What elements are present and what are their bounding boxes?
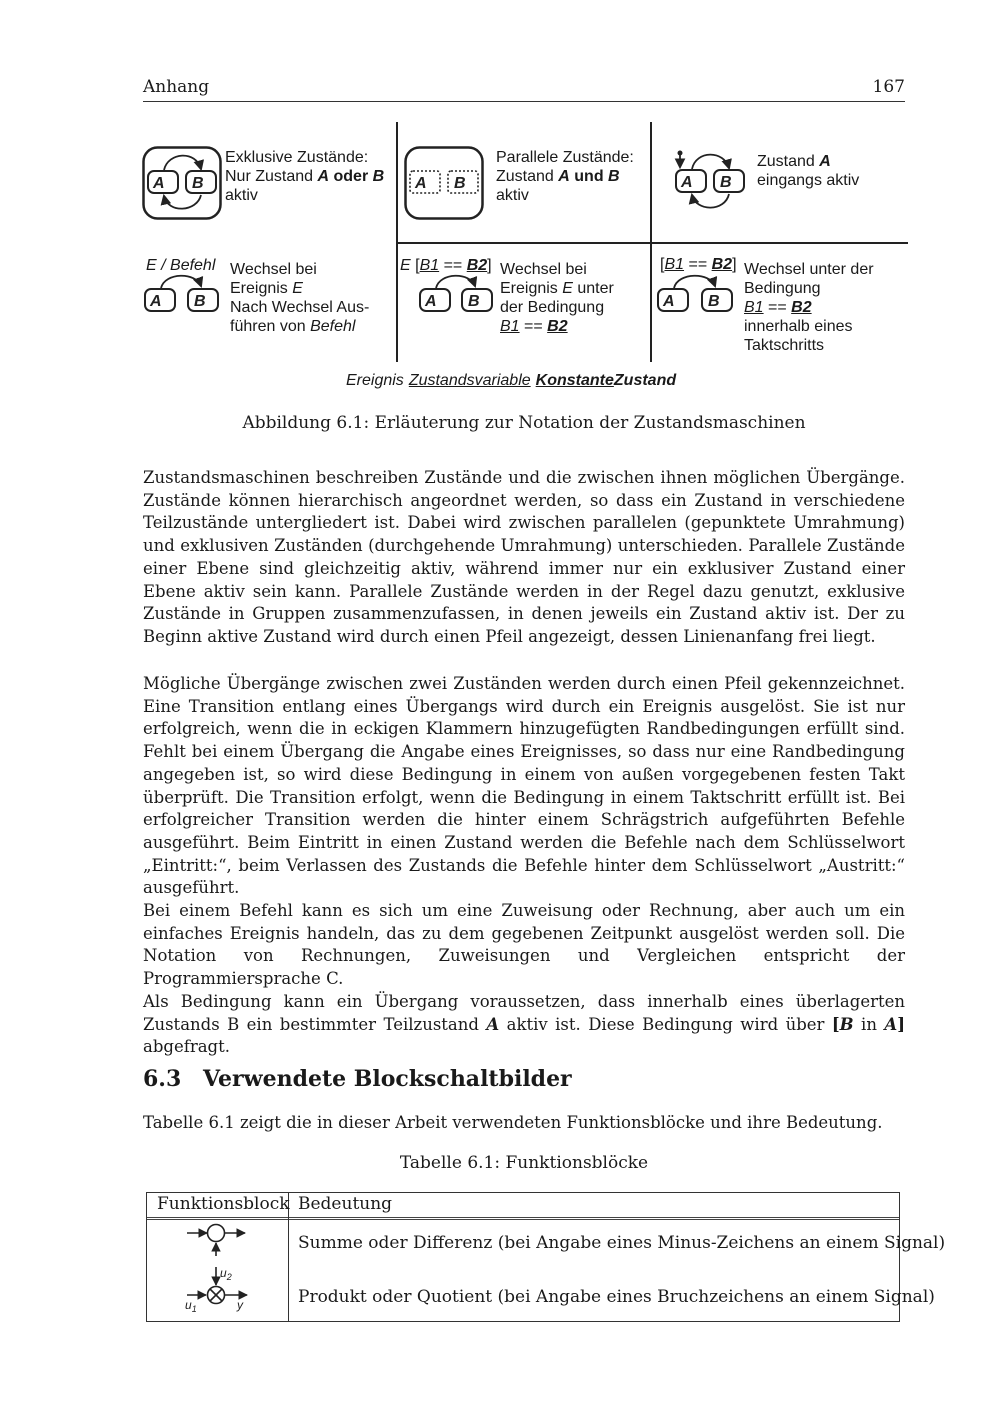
u2-label: $u_2$	[220, 1266, 232, 1282]
table-header-meaning: Bedeutung	[298, 1194, 393, 1214]
figure-caption: Abbildung 6.1: Erläuterung zur Notation der Zustandsmaschinen	[242, 413, 806, 433]
condition-diagram	[656, 272, 736, 314]
parallel-states-text: Parallele Zustände: Zustand A und B aktiv	[496, 149, 634, 204]
event-transition-label: E / Befehl	[146, 257, 216, 274]
u1-label: $u_1$	[185, 1298, 197, 1314]
function-block-table	[146, 1192, 946, 1322]
condition-text: Wechsel unter der Bedingung B1 == B2 innerhalb eines Taktschritts	[744, 261, 874, 354]
exclusive-states-text: Exklusive Zustände: Nur Zustand A oder B aktiv	[225, 149, 385, 204]
section-intro: Tabelle 6.1 zeigt die in dieser Arbeit verwendeten Funktionsblöcke und ihre Bedeutung.	[143, 1113, 883, 1132]
legend-event: Ereignis	[346, 372, 404, 389]
legend-state-variable: Zustandsvariable	[408, 372, 531, 389]
section-title: Verwendete Blockschaltbilder	[203, 1066, 572, 1092]
table-caption: Tabelle 6.1: Funktionsblöcke	[399, 1153, 649, 1173]
paragraph-1: Zustandsmaschinen beschreiben Zustände und die zwischen ihnen möglichen Übergänge. Zustände können hierarchisch angeordnet werden, so dass ein Zustand in verschiedene Teilzustände untergliedert ist. Dabei wird zwischen parallelen (gepunktete Umrahmung) und exklusiven Zuständen (durchgehende Umrahmung) unterschieden. Parallele Zustände einer Ebene sind gleichzeitig aktiv, während immer nur ein exklusiver Zustand einer Ebene aktiv sein kann. Parallele Zustände werden in der Regel dazu genutzt, exklusive Zustände in Gruppen zusammenzufassen, in denen jeweils ein Zustand aktiv ist. Der zu Beginn aktive Zustand wird durch einen Pfeil angezeigt, dessen Linienanfang frei liegt.	[143, 468, 905, 646]
event-condition-diagram	[418, 272, 498, 314]
event-transition-diagram	[144, 272, 222, 314]
exclusive-states-diagram	[142, 146, 224, 222]
state-a-label: A	[663, 293, 675, 310]
state-b-label: B	[454, 175, 466, 192]
state-b-label: B	[720, 174, 732, 191]
page-number: 167	[872, 77, 905, 97]
running-header	[143, 77, 905, 102]
event-condition-label: E [B1 == B2]	[400, 257, 492, 274]
state-a-label: A	[681, 174, 693, 191]
state-a-label: A	[150, 293, 162, 310]
legend-constant: Konstante	[535, 372, 614, 389]
event-condition-text: Wechsel bei Ereignis E unter der Bedingung B1 == B2	[500, 261, 614, 335]
figure-legend	[346, 372, 676, 390]
state-a-label: A	[415, 175, 427, 192]
state-a-label: A	[425, 293, 437, 310]
table-row-sum-meaning: Summe oder Differenz (bei Angabe eines Minus-Zeichens an einem Signal)	[298, 1233, 946, 1253]
paragraph-2: Mögliche Übergänge zwischen zwei Zuständen werden durch einen Pfeil gekennzeichnet. Eine Transition entlang eines Übergangs wird durch ein Ereignis ausgelöst. Sie ist nur erfolgreich, wenn die in eckigen Klammern hinzugefügten Randbedingungen erfüllt sind. Fehlt bei einem Übergang die Angabe eines Ereignisses, so dass nur eine Randbedingung angegeben ist, so wird diese Bedingung in einem von außen vorgegebenen festen Takt überprüft. Die Transition erfolgt, wenn die Bedingung in einem Taktschritt erfüllt ist. Bei erfolgreicher Transition werden die hinter einem Schrägstrich aufgeführten Befehle ausgeführt. Beim Eintritt in einen Zustand werden die Befehle nach dem Schlüsselwort „Eintritt:“, beim Verlassen des Zustands die Befehle hinter dem Schlüsselwort „Austritt:“ ausgeführt.	[143, 674, 905, 898]
section-number: 6.3	[143, 1066, 182, 1092]
figure-divider-horizontal	[396, 242, 908, 244]
legend-state: Zustand	[613, 372, 677, 389]
state-b-label: B	[192, 175, 204, 192]
section-heading	[143, 1066, 572, 1092]
table-row-product-meaning: Produkt oder Quotient (bei Angabe eines Bruchzeichens an einem Signal)	[298, 1287, 935, 1307]
parallel-states-diagram	[404, 146, 486, 222]
initial-state-text: Zustand A eingangs aktiv	[757, 153, 860, 189]
state-a-label: A	[153, 175, 165, 192]
event-transition-text: Wechsel bei Ereignis E Nach Wechsel Aus- führen von Befehl	[230, 261, 370, 335]
sum-block-icon	[185, 1223, 249, 1257]
product-block-icon	[183, 1265, 253, 1315]
paragraph-3: Bei einem Befehl kann es sich um eine Zuweisung oder Rechnung, aber auch um ein einfaches Ereignis handeln, das zu dem gegebenen Zeitpunkt ausgelöst werden soll. Die Notation von Rechnungen, Zuweisungen und Vergleichen entspricht der Programmiersprache C.	[143, 901, 905, 989]
state-b-label: B	[708, 293, 720, 310]
header-section-title: Anhang	[143, 77, 210, 97]
paragraph-4: Als Bedingung kann ein Übergang voraussetzen, dass innerhalb eines überlagerten Zustands B ein bestimmter Teilzustand A aktiv ist. Diese Bedingung wird über [B in A] abgefragt.	[143, 992, 905, 1057]
condition-label: [B1 == B2]	[660, 256, 737, 273]
state-b-label: B	[468, 293, 480, 310]
initial-state-diagram	[674, 148, 754, 216]
state-b-label: B	[194, 293, 206, 310]
table-header-block: Funktionsblock	[157, 1194, 290, 1214]
y-label: y	[237, 1298, 243, 1312]
notation-figure	[140, 122, 908, 402]
